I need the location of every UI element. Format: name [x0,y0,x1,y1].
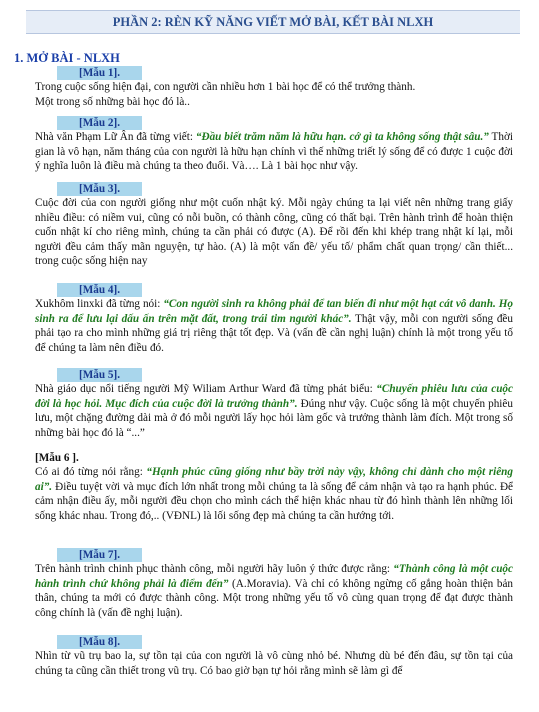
sample-2-intro: Nhà văn Phạm Lữ Ân đã từng viết: [35,131,196,144]
sample-8-body: Nhìn từ vũ trụ bao la, sự tồn tại của con người là vô cùng nhỏ bé. Nhưng dù bé đến đâu, sự tồn tại của chúng ta cũng cần thiết trong vũ trụ. Có bao giờ bạn tự hỏi rằng mình sẽ làm gì để [35,650,513,677]
sample-5-intro: Nhà giáo dục nổi tiếng người Mỹ Wiliam Arthur Ward đã từng phát biểu: [35,383,377,396]
sample-3-body: Cuộc đời của con người giống như một cuốn nhật ký. Mỗi ngày chúng ta lại viết nên những trang giấy nhiều điều: có niềm vui, cũng có nỗi buồn, có thành công, cũng có thất bại. Trên hành trình để hoàn thiện cuốn nhật kí cho riêng mình, chúng ta cần phải có được (A). Để rồi đến khi khép trang nhật kí lại, mỗi người đều cảm thấy mãn nguyện, tự hào. (A) là một vấn đề/ yếu tố/ phẩm chất quan trọng/ cần thiết... trong cuộc sống hiện nay [35,197,513,268]
sample-3-label: [Mẫu 3]. [57,182,142,196]
sample-4-quote: “Con người sinh ra không phải để tan biến đi như một hạt cát vô danh. Họ sinh ra để lưu lại dấu ấn trên mặt đất, trong trái tim người khác”. [35,298,513,325]
sample-5 [35,368,513,440]
page-header: PHẦN 2: RÈN KỸ NĂNG VIẾT MỞ BÀI, KẾT BÀI NLXH [26,10,520,34]
sample-7-body: (A.Moravia). Và chỉ có không ngừng cố gắng hoàn thiện bản thân, chúng ta mới có được thành công. Một trong những yếu tố vô cùng quan trọng để đạt được thành công chính là (vấn đề nghị luận). [35,577,513,619]
sample-1-line-2: Một trong số những bài học đó là.. [35,95,190,108]
section-title: 1. MỞ BÀI - NLXH [14,51,120,65]
sample-2-body: Thời gian là vô hạn, năm tháng của con người là hữu hạn chính vì thế những triết lý sống để có được 1 cuộc đời ý nghĩa luôn là điều mà chúng ta theo đuổi. Và…. Là 1 bài học như vậy. [35,131,513,173]
sample-8 [35,635,513,678]
sample-4-body: Thật vậy, mỗi con người sống đều phải tạo ra cho mình những giá trị riêng thật tốt đẹp. Và (vấn đề cần nghị luận) chính là một trong yếu tố để chúng ta làm nên điều đó. [35,312,513,354]
sample-7 [35,548,513,620]
sample-6-label: [Mẫu 6 ]. [35,452,79,464]
sample-5-body: Đúng như vậy. Cuộc sống là một chuyến phiêu lưu, một chặng đường dài mà ở đó mỗi người lấy học hỏi làm gốc và trưởng thành làm đích. Một trong số những bài học đó là “...” [35,397,513,439]
sample-2 [35,116,513,174]
sample-4 [35,283,513,355]
sample-4-label: [Mẫu 4]. [57,283,142,297]
sample-5-quote: “Chuyến phiêu lưu của cuộc đời là học hỏi. Mục đích của cuộc đời là trưởng thành”. [35,383,513,410]
sample-8-label: [Mẫu 8]. [57,635,142,649]
sample-4-intro: Xukhôm linxki đã từng nói: [35,298,164,311]
sample-6-body: Điều tuyệt vời và mục đích lớn nhất trong mỗi chúng ta là sống để cảm nhận và tạo ra hạnh phúc. Để cảm nhận điều ấy, mỗi người đều chọn cho mình cách thể hiện khác nhau từ đó hình thành lên những lối sống khác nhau. Trong đó,.. (VĐNL) là lối sống đẹp mà chúng ta cần hướng tới. [35,480,513,522]
sample-7-intro: Trên hành trình chinh phục thành công, mỗi người hãy luôn ý thức được rằng: [35,563,394,576]
sample-2-quote: “Đầu biết trăm năm là hữu hạn. cớ gì ta không sống thật sâu.” [195,131,489,144]
sample-5-label: [Mẫu 5]. [57,368,142,382]
sample-6-intro: Có ai đó từng nói rằng: [35,466,147,479]
sample-1 [35,66,513,109]
sample-2-label: [Mẫu 2]. [57,116,142,130]
sample-7-quote: “Thành công là một cuộc hành trình chứ không phải là điểm đến” [35,563,513,590]
sample-6-quote: “Hạnh phúc cũng giống như bầy trời này vậy, không chỉ dành cho một riêng ai”. [35,466,513,493]
sample-1-label: [Mẫu 1]. [57,66,142,80]
sample-6 [35,451,513,523]
sample-1-line-1: Trong cuộc sống hiện đại, con người cần nhiều hơn 1 bài học để có thể trưởng thành. [35,81,416,94]
sample-7-label: [Mẫu 7]. [57,548,142,562]
sample-3 [35,182,513,268]
